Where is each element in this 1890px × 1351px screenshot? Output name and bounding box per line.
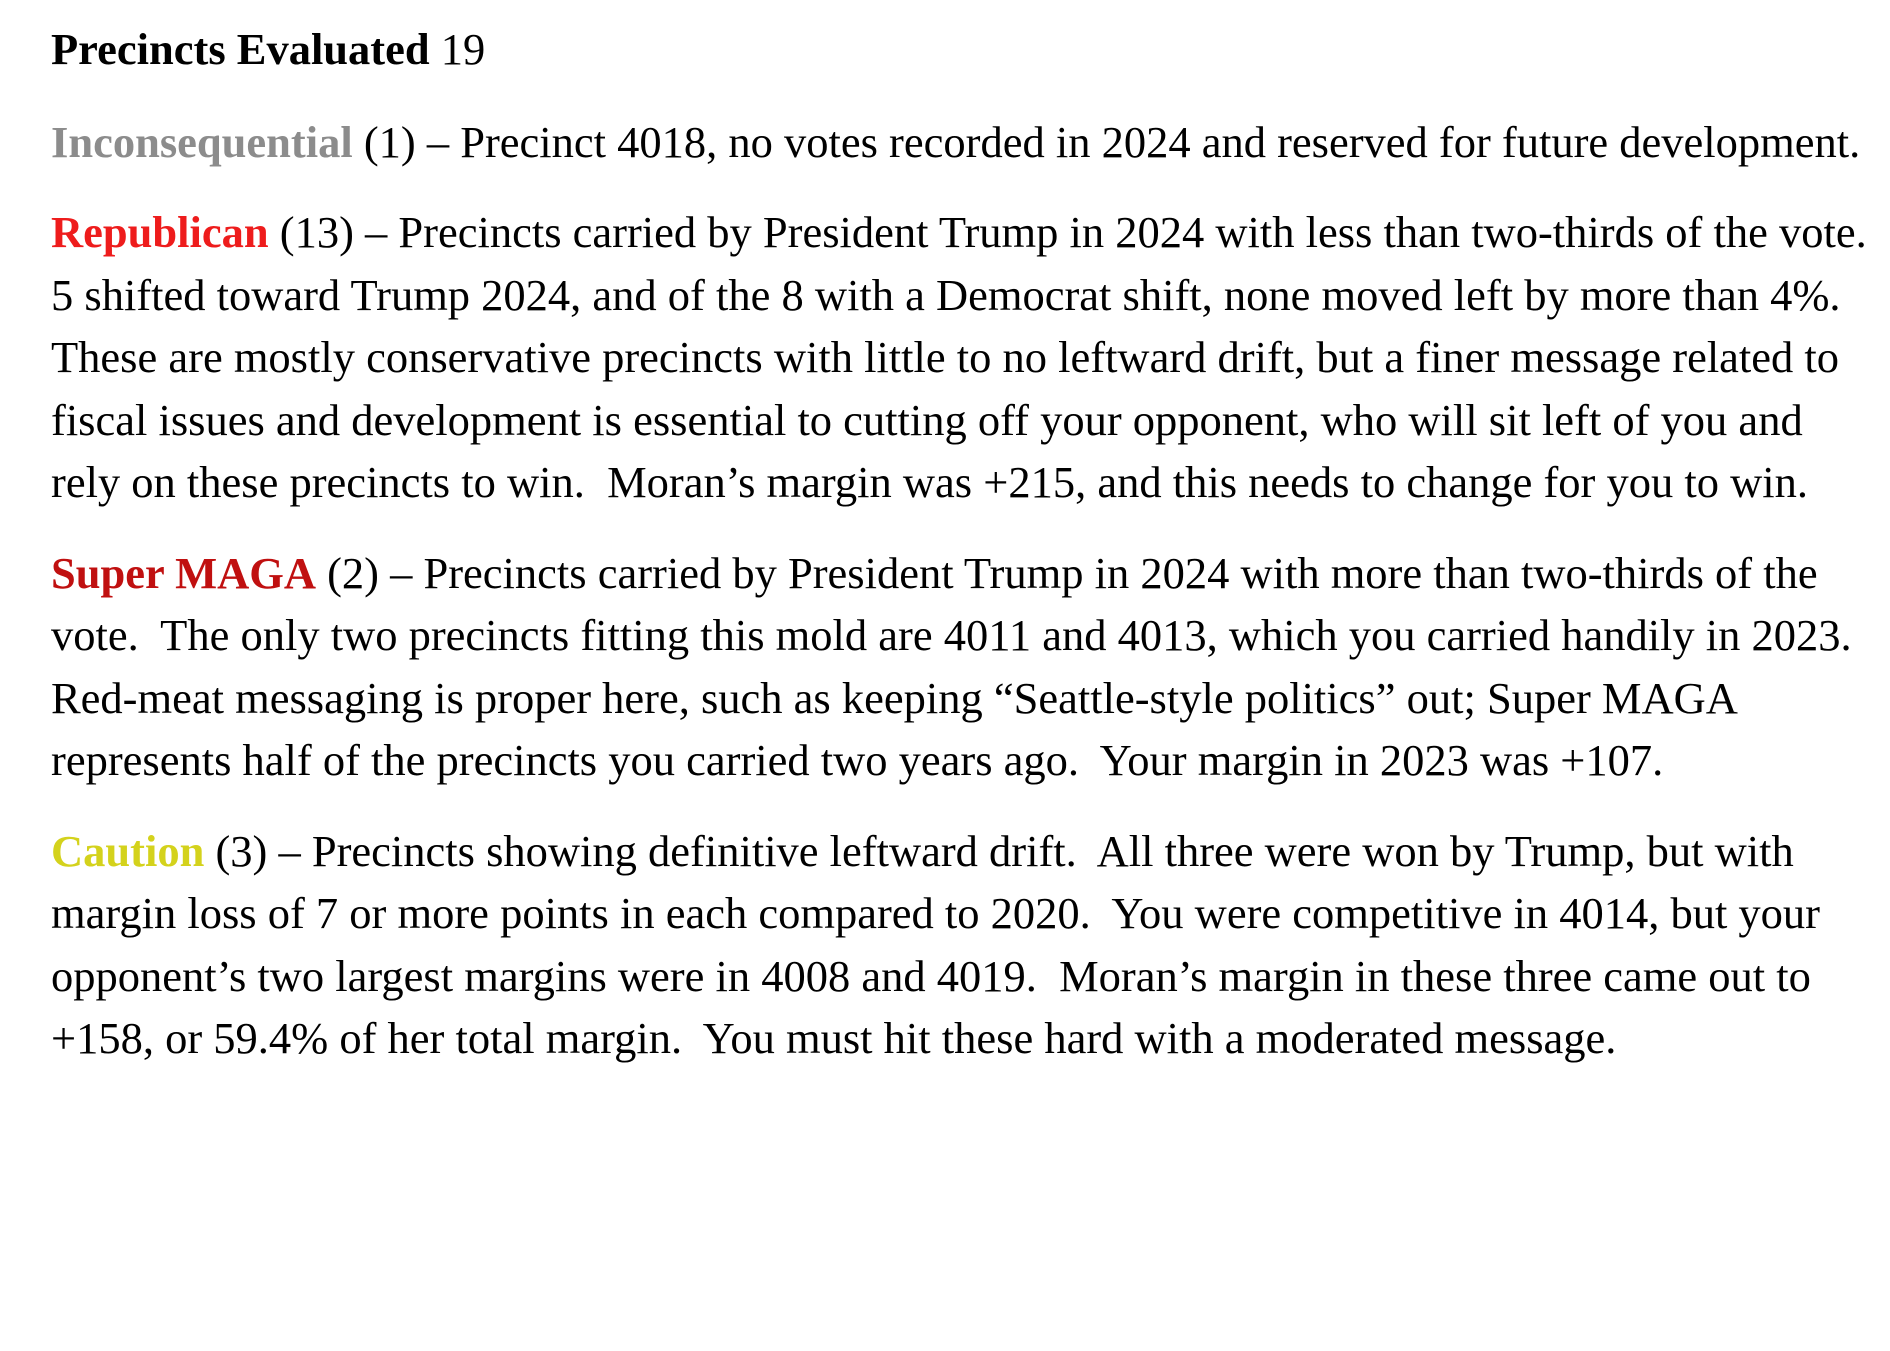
category-count-super-maga: (2) [327,547,379,598]
category-text-republican: – Precincts carried by President Trump in 2024 with less than two-thirds of the vote. 5 shifted toward Trump 2024, and of the 8 with a Democrat shift, none moved left by more than 4%. These are mostly conservative precincts with little to no leftward drift, but a finer message related to fiscal issues and development is essential to cutting off your opponent, who will sit left of you and rely on these precincts to win. Moran’s margin was +215, and this needs to change for you to win. [51,207,1889,507]
category-count-republican: (13) [279,207,354,257]
section-inconsequential [51,111,1881,174]
category-name-republican: Republican [51,207,269,257]
category-count-caution: (3) [215,825,268,876]
precincts-evaluated-line [51,18,1881,81]
precincts-evaluated-value: 19 [440,24,486,74]
section-republican [51,201,1889,514]
category-text-inconsequential: – Precinct 4018, no votes recorded in 2024 and reserved for future development. [415,116,1861,167]
category-name-inconsequential: Inconsequential [51,116,353,167]
category-count-inconsequential: (1) [363,116,416,167]
category-text-caution: – Precincts showing definitive leftward drift. All three were won by Trump, but with margin loss of 7 or more points in each compared to 2020. You were competitive in 4014, but your opponent’s two largest margins were in 4008 and 4019. Moran’s margin in these three came out to +158, or 59.4% of her total margin. You must hit these hard with a moderated message. [51,825,1832,1063]
section-caution [51,820,1881,1070]
category-name-super-maga: Super MAGA [51,547,316,598]
category-name-caution: Caution [51,825,205,876]
precincts-evaluated-label: Precincts Evaluated [51,24,430,74]
document-body [51,18,1889,1098]
section-super-maga [51,542,1881,792]
category-text-super-maga: – Precincts carried by President Trump in 2024 with more than two-thirds of the vote. The only two precincts fitting this mold are 4011 and 4013, which you carried handily in 2023. Red-meat messaging is proper here, such as keeping “Seattle-style politics” out; Super MAGA represents half of the precincts you carried two years ago. Your margin in 2023 was +107. [51,547,1874,785]
